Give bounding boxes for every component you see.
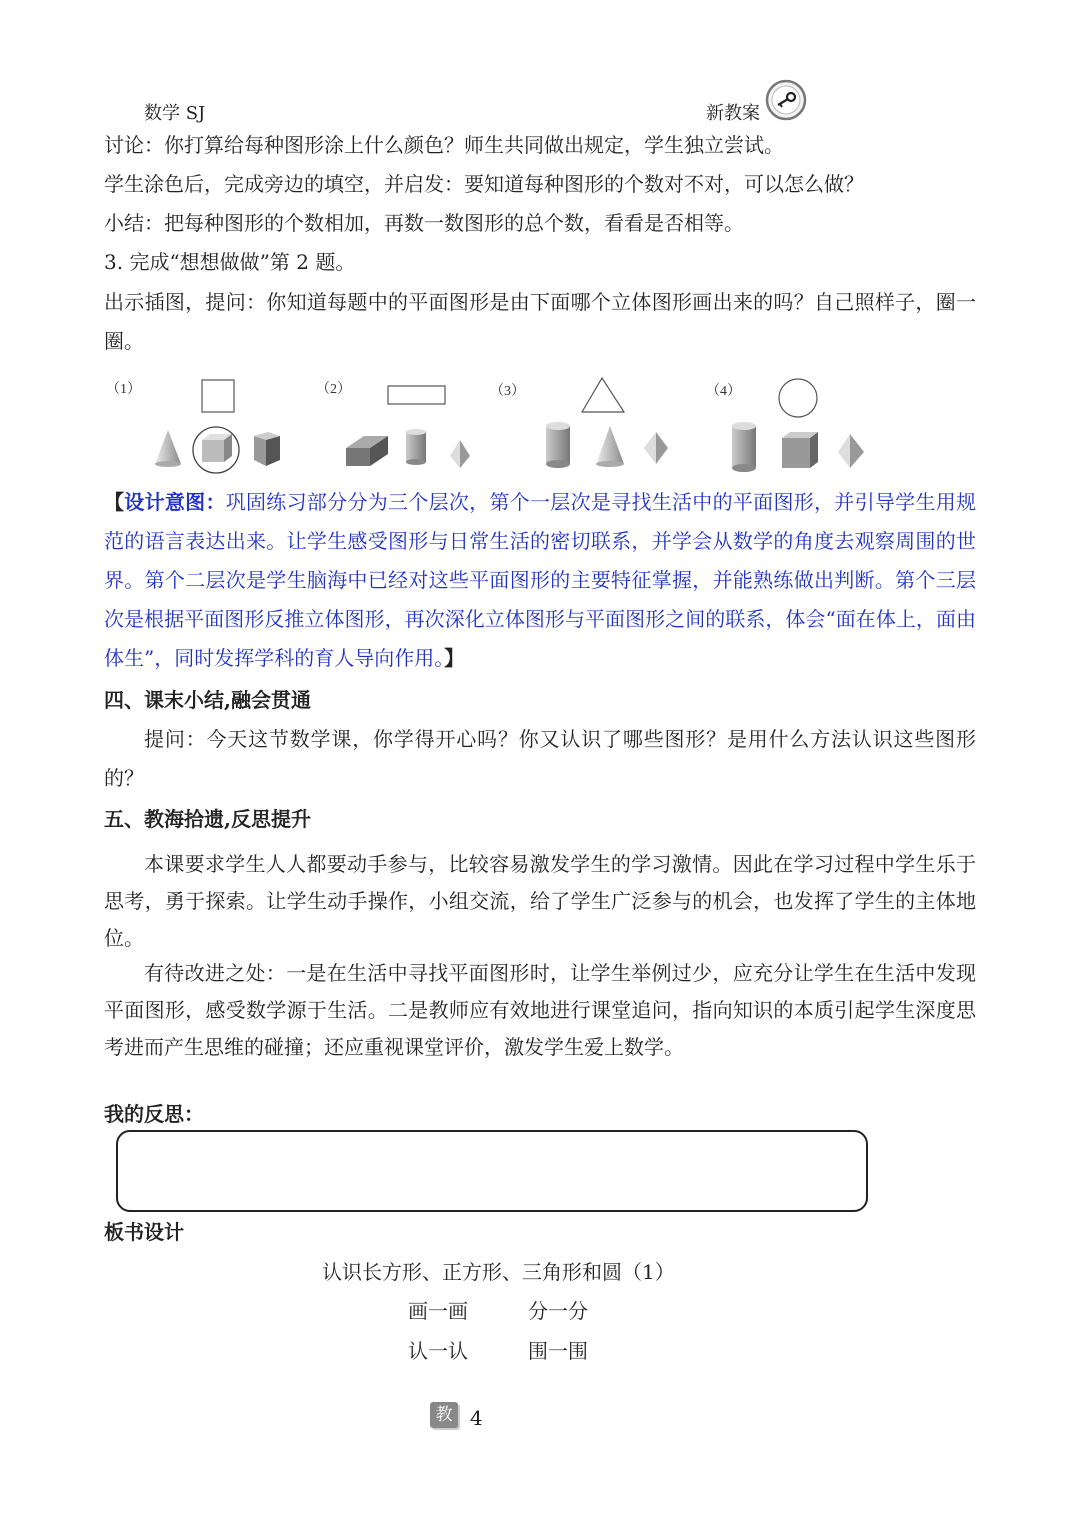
cylinder-solid (406, 429, 426, 465)
board-label: 板书设计 (104, 1220, 184, 1244)
header-right: 新教案 (706, 103, 760, 124)
cone-solid (596, 426, 624, 467)
board-item: 围一围 (528, 1339, 588, 1363)
section-4-text: 提问：今天这节数学课，你学得开心吗？你又认识了哪些图形？是用什么方法认识这些图形的？ (104, 727, 976, 790)
cuboid-solid (346, 436, 388, 466)
body-line-1: 讨论：你打算给每种图形涂上什么颜色？师生共同做出规定，学生独立尝试。 (104, 133, 784, 157)
body-line-2: 学生涂色后，完成旁边的填空，并启发：要知道每种图形的个数对不对，可以怎么做？ (104, 172, 864, 196)
figure-label-1: （1） (106, 382, 141, 397)
key-icon (764, 78, 808, 122)
page-badge: 教 (430, 1402, 458, 1428)
figure-group-3 (540, 376, 680, 476)
cylinder-solid (732, 422, 756, 472)
cube-solid (782, 432, 818, 468)
square-shape (202, 380, 234, 412)
cone-solid (155, 430, 181, 467)
circle-shape (779, 379, 817, 417)
body-line-3: 小结：把每种图形的个数相加，再数一数图形的总个数，看看是否相等。 (104, 211, 744, 235)
board-item: 认一认 (408, 1339, 468, 1363)
figure-label-2: （2） (316, 382, 351, 397)
prism-solid (254, 432, 280, 466)
figure-group-1 (150, 376, 290, 476)
design-intent-label: 设计意图： (124, 490, 226, 514)
cylinder-solid (546, 422, 570, 468)
section-5-paragraph-1: 本课要求学生人人都要动手参与，比较容易激发学生的学习激情。因此在学习过程中学生乐于思考，勇于探索。让学生动手操作，小组交流，给了学生广泛参与的机会，也发挥了学生的主体地位。 (104, 852, 976, 950)
page-number: 4 (470, 1406, 483, 1430)
triangle-shape (582, 378, 624, 412)
figure-group-4 (724, 376, 874, 476)
figure-label-3: （3） (490, 384, 525, 399)
reflection-input-box[interactable] (116, 1130, 868, 1212)
pyramid-solid (450, 440, 470, 468)
board-item: 画一画 (408, 1299, 468, 1323)
body-line-4: 3. 完成“想想做做”第 2 题。 (104, 250, 356, 274)
figure-label-4: （4） (706, 384, 741, 399)
design-intent-text: 巩固练习部分分为三个层次，第个一层次是寻找生活中的平面图形，并引导学生用规范的语言表达出来。让学生感受图形与日常生活的密切联系，并学会从数学的角度去观察周围的世界。第个二层次是学生脑海中已经对这些平面图形的主要特征掌握，并能熟练做出判断。第个三层次是根据平面图形反推立体图形，再次深化立体图形与平面图形之间的联系，体会“面在体上，面由体生”，同时发挥学科的育人导向作用。 (104, 490, 977, 670)
reflection-label: 我的反思： (104, 1102, 204, 1126)
body-line-5: 出示插图，提问：你知道每题中的平面图形是由下面哪个立体图形画出来的吗？自己照样子，圈一圈。 (104, 290, 976, 353)
board-item: 分一分 (528, 1299, 588, 1323)
section-5-title: 五、教海拾遗,反思提升 (104, 807, 311, 831)
figure-group-2 (340, 376, 480, 476)
pyramid-solid (838, 434, 864, 468)
rectangle-shape (388, 386, 445, 404)
cube-solid (202, 434, 232, 462)
header-left: 数学 SJ (144, 103, 206, 124)
pyramid-solid (644, 432, 668, 464)
design-intent: 【设计意图：巩固练习部分分为三个层次，第个一层次是寻找生活中的平面图形，并引导学生用规范的语言表达出来。让学生感受图形与日常生活的密切联系，并学会从数学的角度去观察周围的世界。第个二层次是学生脑海中已经对这些平面图形的主要特征掌握，并能熟练做出判断。第个三层次是根据平面图形反推立体图形，再次深化立体图形与平面图形之间的联系，体会“面在体上，面由体生”，同时发挥学科的育人导向作用。】 (104, 490, 977, 670)
section-4-title: 四、课末小结,融会贯通 (104, 688, 311, 712)
board-title: 认识长方形、正方形、三角形和圆（1） (322, 1260, 675, 1284)
section-5-paragraph-2: 有待改进之处：一是在生活中寻找平面图形时，让学生举例过少，应充分让学生在生活中发现平面图形，感受数学源于生活。二是教师应有效地进行课堂追问，指向知识的本质引起学生深度思考进而产生思维的碰撞；还应重视课堂评价，激发学生爱上数学。 (104, 961, 976, 1059)
